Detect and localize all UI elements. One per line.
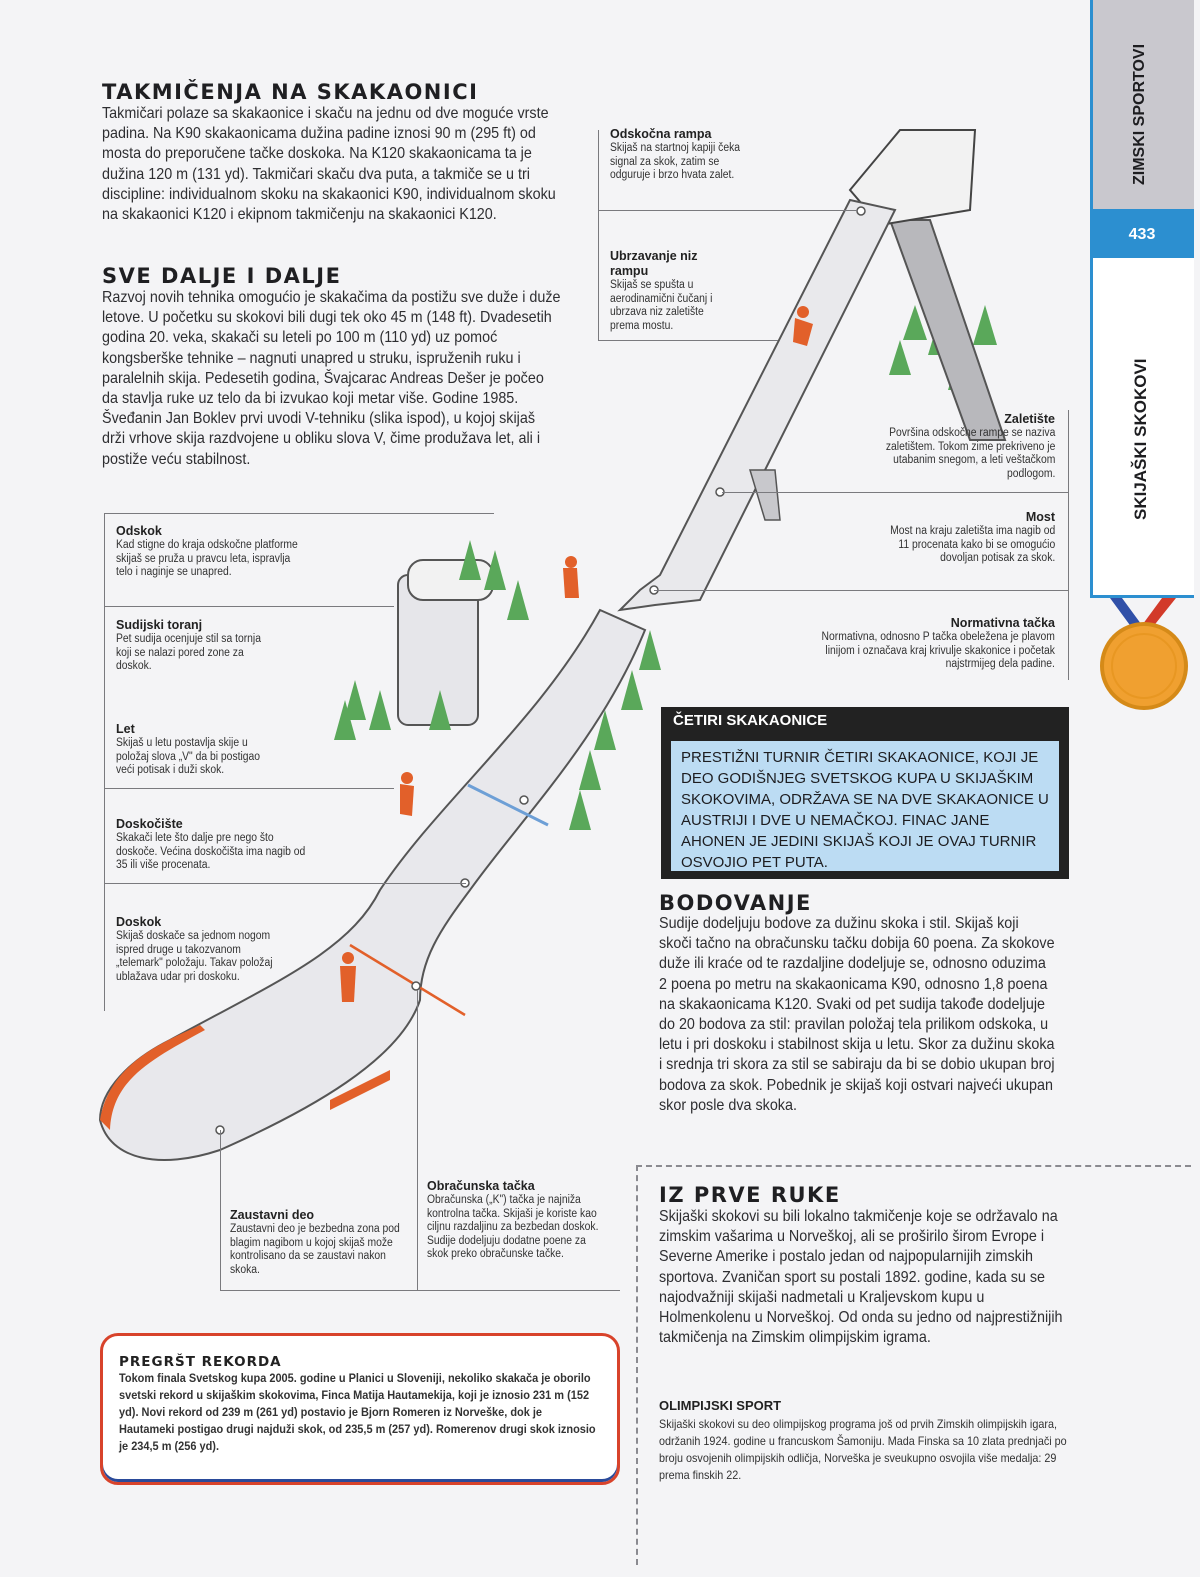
callout-text: Pet sudija ocenjuje stil sa tornja koji se nalazi pored zone za doskok. [116, 633, 261, 673]
ski-jump-illustration [0, 100, 1090, 1300]
section-text-takmicenja: Takmičari polaze sa skakaonice i skaču na jednu od dve moguće vrste padina. Na K90 skakaonicama dužina padine iznosi 90 m (295 ft) od mosta do preporučene tačke doskoka. Na K120 skakaonicama ta je dužina 120 m (131 yd). Takmičari skaču dva puta, a takmiče se u tri discipline: individualnom skoku na skakaonici K90, individualnom skoku na skakaonici K120 i ekipnom takmičenju na skakaonici K120. [102, 105, 556, 224]
callout-title: Odskok [116, 524, 162, 538]
callout-text: Kad stigne do kraja odskočne platforme skijaš se pruža u pravcu leta, ispravlja telo i naginje se unapred. [116, 539, 298, 579]
callout-title: Obračunska tačka [427, 1179, 535, 1193]
section-text-iz-prve-ruke: Skijaški skokovi su bili lokalno takmičenje koje se održavalo na zimskim vašarima u Norveškoj, ali se proširilo širom Evrope i Severne Amerike i postalo jedan od najpopularnijih zimskih sportova. Zvaničan sport su postali 1892. godine, kada su se najodvažniji skijaši nadmetali u Kraljevskom kupu u Holmenkolenu u Norveškoj. Od onda su jedno od najprestižnijih takmičenja na Zimskim olimpijskim igrama. [659, 1208, 1063, 1347]
divider-dashed [636, 1165, 1191, 1167]
records-box [100, 1333, 620, 1485]
callout-title: Odskočna rampa [610, 127, 712, 141]
olimpijski-text: Skijaški skokovi su deo olimpijskog programa još od prvih Zimskih olimpijskih igara, održanih 1924. godine u francuskom Šamoniju. Mada Finska sa 10 zlata prednjači po broju osvojenih olimpijskih odličja, Norveška je sveukupno osvojila više medalja: 29 prema finskih 22. [659, 1417, 1067, 1482]
callout-obracunska-tacka [427, 1179, 607, 1262]
callout-doskociste [116, 817, 316, 873]
section-title-sve-dalje: SVE DALJE I DALJE [102, 264, 342, 288]
page-number: 433 [1090, 212, 1194, 258]
section-title-takmicenja: TAKMIČENJA NA SKAKAONICI [102, 80, 479, 104]
callout-let [116, 722, 281, 778]
section-text-sve-dalje: Razvoj novih tehnika omogućio je skakačima da postižu sve duže i duže letove. U početku su skokovi bili dugi tek oko 45 m (148 ft). Dvadesetih godina 20. veka, skakači su leteli po 100 m (110 yd) uz pomoć kongsberške tehnike – nagnuti unapred u struku, ispruženih ruku i paralelnih skija. Pedesetih godina, Švajcarac Andreas Dešer je počeo da stavlja ruke uz telo da bi izvukao koji metar više. Godine 1985. Šveđanin Jan Boklev prvi uvodi V-tehniku (slika ispod), u kojoj skijaš drži vrhove skija razdvojene u obliku slova V, čime produžava let, ali i postiže veću stabilnost. [102, 289, 561, 468]
divider-dashed-vertical [636, 1165, 638, 1565]
callout-text: Skijaš na startnoj kapiji čeka signal za skok, zatim se odguruje i brzo hvata zalet. [610, 142, 741, 182]
section-title-bodovanje: BODOVANJE [659, 891, 812, 915]
callout-title: Let [116, 722, 135, 736]
callout-title: Zaletište [1004, 412, 1055, 426]
callout-title: Zaustavni deo [230, 1208, 315, 1222]
callout-text: Skakači lete što dalje pre nego što doskoče. Većina doskočišta ima nagib od 35 ili više procenata. [116, 832, 306, 872]
section-tab [1090, 258, 1194, 598]
section-text-bodovanje: Sudije dodeljuju bodove za dužinu skoka i stil. Skijaš koji skoči tačno na obračunsku tačku dobija 60 poena. Za skokove duže ili kraće od te razdaljine dodeljuje se, odnosno oduzima 2 poena po metru na skakaonicama K90, odnosno 1,8 poena na skakaonicama K120. Svaki od pet sudija takođe dodeljuje do 20 bodova za stil: pravilan položaj tela prilikom odskoka, u letu i pri doskoku i stabilnost skija u letu. Skor za dužinu skoka i srednja tri skora za stil se sabiraju da bi se dobio ukupan broj bodova za skok. Pobednik je skijaš koji ostvari najveći ukupan skor posle dva skoka. [659, 915, 1055, 1114]
callout-ubrzavanje [610, 249, 730, 333]
callout-text: Normativna, odnosno P tačka obeležena je plavom linijom i označava kraj krivulje skakonice i početak najstrmijeg dela padine. [821, 631, 1055, 671]
callout-text: Skijaš u letu postavlja skije u položaj slova „V" da bi postigao veći potisak i duži skok. [116, 737, 261, 777]
callout-title: Sudijski toranj [116, 618, 203, 632]
callout-zaustavni-deo [230, 1208, 405, 1277]
callout-title: Normativna tačka [950, 616, 1055, 630]
callout-normativna-tacka [810, 616, 1055, 672]
section-title-iz-prve-ruke: IZ PRVE RUKE [659, 1183, 841, 1207]
callout-text: Obračunska („K") tačka je najniža kontrolna tačka. Skijaši je koriste kao ciljnu razdaljinu za bezbedan doskok. Sudije dodeljuju dodatne poene za skok preko obračunske tačke. [427, 1194, 599, 1261]
info-box-text: PRESTIŽNI TURNIR ČETIRI SKAKAONICE, KOJI JE DEO GODIŠNJEG SVETSKOG KUPA U SKIJAŠKIM SKOKOVIMA, ODRŽAVA SE NA DVE SKAKAONICE U AUSTRIJI I DVE U NEMAČKOJ. FINAC JANE AHONEN JE JEDINI SKIJAŠ KOJI JE OVAJ TURNIR OSVOJIO PET PUTA. [671, 741, 1059, 871]
callout-title: Doskočište [116, 817, 183, 831]
callout-odskok [116, 524, 301, 580]
records-title: PREGRŠT REKORDA [119, 1354, 282, 1370]
callout-text: Skijaš se spušta u aerodinamični čučanj i ubrzava niz zaletište prema mostu. [610, 279, 713, 332]
records-text: Tokom finala Svetskog kupa 2005. godine u Planici u Sloveniji, nekoliko skakača je oborilo svetski rekord u skijaškim skokovima, Finca Matija Hautamekija, koji je iznosio 231 m (152 yd). Novi rekord od 239 m (261 yd) postavio je Bjorn Romeren iz Norveške, dok je Hautameki postigao drugi najduži skok, od 235,5 m (257 yd). Romerenov drugi skok iznosio je 234,5 m (256 yd). [119, 1371, 596, 1453]
section-label: SKIJAŠKI SKOKOVI [1131, 358, 1150, 520]
callout-zaletiste [870, 412, 1055, 481]
callout-title: Ubrzavanje niz rampu [610, 249, 698, 278]
callout-text: Površina odskočne rampe se naziva zaletištem. Tokom zime prekriveno je utabanim snegom, a leti veštačkom podlogom. [885, 427, 1055, 480]
section-title-olimpijski: OLIMPIJSKI SPORT [659, 1398, 782, 1413]
callout-text: Zaustavni deo je bezbedna zona pod blagim nagibom u kojoj skijaš može kontrolisano da se zaustavi nakon skoka. [230, 1223, 400, 1276]
section-text-olimpijski [659, 1416, 1069, 1484]
callout-doskok [116, 915, 281, 984]
info-box-title: ČETIRI SKAKAONICE [673, 712, 828, 729]
callout-title: Most [1025, 510, 1055, 524]
callout-text: Most na kraju zaletišta ima nagib od 11 procenata kako bi se omogućio dovoljan potisak za skok. [889, 525, 1055, 565]
gold-medal-icon [1092, 598, 1188, 716]
callout-title: Doskok [116, 915, 162, 929]
category-tab [1090, 0, 1194, 212]
info-box-cetiri-skakaonice [661, 707, 1069, 879]
callout-most [880, 510, 1055, 566]
callout-text: Skijaš doskače sa jednom nogom ispred druge u takozvanom „telemark" položaju. Takav položaj ublažava udar pri doskoku. [116, 930, 273, 983]
callout-sudijski-toranj [116, 618, 266, 674]
category-label: ZIMSKI SPORTOVI [1131, 43, 1148, 185]
callout-odskocna-rampa [610, 127, 760, 183]
